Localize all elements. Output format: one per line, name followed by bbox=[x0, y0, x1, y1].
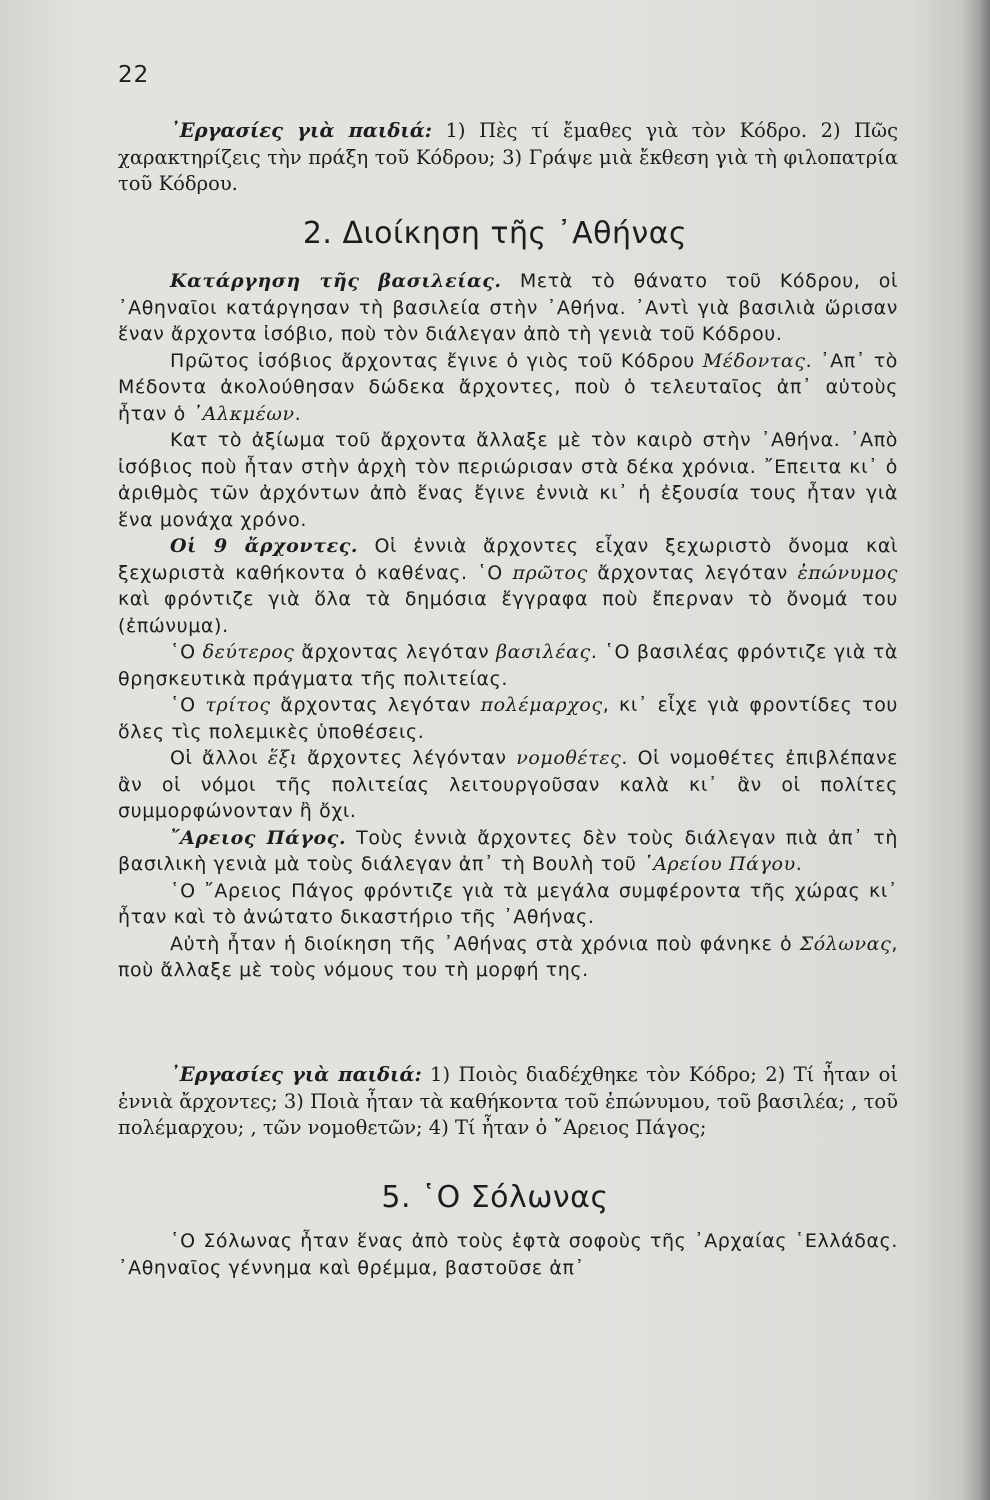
italic-term: ἐπώνυμος bbox=[797, 561, 899, 584]
text-run: . Οἱ νομοθέτες ἐπιβλέπανε ἂν οἱ νόμοι τῆς πολιτείας λειτουργοῦσαν καλὰ κι᾿ ἂν οἱ πολίτες συμμορφώνονταν ἢ ὄχι. bbox=[118, 747, 899, 822]
italic-term: ᾿Αρείου Πάγου bbox=[643, 853, 796, 875]
section-heading-5: 5. ῾Ο Σόλωνας bbox=[381, 1180, 609, 1215]
text-run: ἄρχοντας λεγόταν bbox=[294, 641, 497, 663]
paragraph bbox=[118, 533, 898, 639]
text-run: ῾Ο bbox=[170, 641, 203, 663]
exercises-text: 1) Πὲς τί ἔμαθες γιὰ τὸν Κόδρο. 2) Πῶς χαρακτηρίζεις τὴν πράξη τοῦ Κόδρου; 3) Γράψε μιὰ ἔκθεση γιὰ τὴ φιλοπατρία τοῦ Κόδρου. bbox=[118, 119, 898, 195]
paragraph bbox=[118, 268, 898, 348]
text-run: Πρῶτος ἰσόβιος ἄρχοντας ἔγινε ὁ γιὸς τοῦ Κόδρου bbox=[170, 349, 703, 372]
text-run: . bbox=[294, 402, 302, 425]
text-run: Οἱ ἐννιὰ ἄρχοντες εἶχαν ξεχωριστὸ ὄνομα καὶ ξεχωριστὰ καθήκοντα ὁ καθένας. ῾Ο bbox=[118, 535, 898, 584]
paragraph-label: Κατάργηση τῆς βασιλείας. bbox=[170, 270, 502, 292]
section-5-body bbox=[118, 1228, 898, 1281]
paragraph bbox=[118, 745, 898, 825]
text-run: . ῾Ο βασιλέας φρόντιζε γιὰ τὰ θρησκευτικὰ πράγματα τῆς πολιτείας. bbox=[118, 641, 899, 690]
italic-term: τρίτος bbox=[205, 694, 271, 716]
italic-term: ἕξι bbox=[267, 747, 298, 769]
text-run: , ποὺ ἄλλαξε μὲ τοὺς νόμους του τὴ μορφή της. bbox=[118, 932, 898, 981]
paragraph-label: Οἱ 9 ἄρχοντες. bbox=[170, 535, 359, 557]
text-run: καὶ φρόντιζε γιὰ ὅλα τὰ δημόσια ἔγγραφα ποὺ ἔπερναν τὸ ὄνομά του (ἐπώνυμα). bbox=[118, 588, 898, 637]
exercises-block-2 bbox=[118, 1062, 898, 1142]
paragraph bbox=[118, 639, 898, 692]
text-run: ἄρχοντας λεγόταν bbox=[587, 561, 798, 584]
italic-term: βασιλέας bbox=[496, 641, 591, 663]
text-run: ῾Ο bbox=[170, 694, 206, 716]
paragraph bbox=[118, 825, 898, 878]
paragraph bbox=[118, 931, 898, 984]
exercises-label: ᾿Εργασίες γιὰ παιδιά: bbox=[170, 1063, 422, 1086]
paragraph: Κατ τὸ ἀξίωμα τοῦ ἄρχοντα ἄλλαξε μὲ τὸν καιρὸ στὴν ᾿Αθήνα. ᾿Απὸ ἰσόβιος ποὺ ἦταν στὴν ἀρχὴ τὸν περιώρισαν στὰ δέκα χρόνια. ῎Επειτα κι᾿ ὁ ἀριθμὸς τῶν ἀρχόντων ἀπὸ ἕνας ἔγινε ἐννιὰ κι᾿ ἡ ἐξουσία τους ἦταν γιὰ ἕνα μονάχα χρόνο. bbox=[118, 429, 898, 531]
italic-term: πρῶτος bbox=[512, 561, 588, 584]
exercises-block-1 bbox=[118, 118, 898, 198]
exercises-label: ᾿Εργασίες γιὰ παιδιά: bbox=[170, 119, 432, 142]
italic-term: δεύτερος bbox=[202, 641, 295, 663]
italic-term: Σόλωνας bbox=[799, 932, 892, 955]
paragraph: ῾Ο Σόλωνας ἦταν ἕνας ἀπὸ τοὺς ἑφτὰ σοφοὺς τῆς ᾿Αρχαίας ῾Ελλάδας. ᾿Αθηναῖος γέννημα καὶ θρέμμα, βαστοῦσε ἀπ᾿ bbox=[118, 1230, 898, 1279]
text-run: ἄρχοντες λέγόνταν bbox=[297, 747, 517, 769]
italic-term: ᾿Αλκμέων bbox=[192, 402, 295, 425]
paragraph bbox=[118, 348, 898, 428]
italic-term: πολέμαρχος bbox=[480, 694, 603, 716]
paragraph-text: Μετὰ τὸ θάνατο τοῦ Κόδρου, οἱ ᾿Αθηναῖοι κατάργησαν τὴ βασιλεία στὴν ᾿Αθήνα. ᾿Αντὶ γιὰ βασιλιὰ ὥρισαν ἕναν ἄρχοντα ἰσόβιο, ποὺ τὸν διάλεγαν ἀπὸ τὴ γενιὰ τοῦ Κόδρου. bbox=[118, 270, 898, 345]
paragraph: ῾Ο ῎Αρειος Πάγος φρόντιζε γιὰ τὰ μεγάλα συμφέροντα τῆς χώρας κι᾿ ἦταν καὶ τὸ ἀνώτατο δικαστήριο τῆς ᾿Αθήνας. bbox=[118, 879, 898, 928]
exercises-text: 1) Ποιὸς διαδέχθηκε τὸν Κόδρο; 2) Τί ἦταν οἱ ἐννιὰ ἄρχοντες; 3) Ποιὰ ἦταν τὰ καθήκοντα τοῦ ἐπώνυμου, τοῦ βασιλέα; , τοῦ πολέμαρχου; , τῶν νομοθετῶν; 4) Τί ἦταν ὁ ῎Αρειος Πάγος; bbox=[118, 1063, 898, 1139]
text-run: . ᾿Απ᾿ τὸ Μέδοντα ἀκολούθησαν δώδεκα ἄρχοντες, ποὺ ὁ τελευταῖος ἀπ᾿ αὐτοὺς ἦταν ὁ bbox=[118, 349, 898, 425]
text-run: Οἱ ἄλλοι bbox=[170, 747, 268, 769]
text-run: ἄρχοντας λεγόταν bbox=[270, 694, 481, 716]
section-2-body bbox=[118, 268, 898, 984]
italic-term: Μέδοντας bbox=[702, 349, 806, 372]
text-run: . bbox=[795, 853, 803, 875]
paragraph-label: ῎Αρειος Πάγος. bbox=[170, 826, 347, 849]
page-number: 22 bbox=[118, 62, 150, 88]
section-heading-2: 2. Διοίκηση τῆς ᾿Αθήνας bbox=[302, 216, 688, 251]
italic-term: νομοθέτες bbox=[516, 747, 622, 769]
paragraph bbox=[118, 692, 898, 745]
text-run: Αὐτὴ ἦταν ἡ διοίκηση τῆς ᾿Αθήνας στὰ χρόνια ποὺ φάνηκε ὁ bbox=[170, 932, 800, 955]
text-run: , κι᾿ εἶχε γιὰ φροντίδες του ὅλες τὶς πολεμικὲς ὑποθέσεις. bbox=[118, 694, 899, 743]
text-run: Τοὺς ἐννιὰ ἄρχοντες δὲν τοὺς διάλεγαν πιὰ ἀπ᾿ τὴ βασιλικὴ γενιὰ μὰ τοὺς διάλεγαν ἀπ᾿ τὴ Βουλὴ τοῦ bbox=[118, 826, 898, 875]
